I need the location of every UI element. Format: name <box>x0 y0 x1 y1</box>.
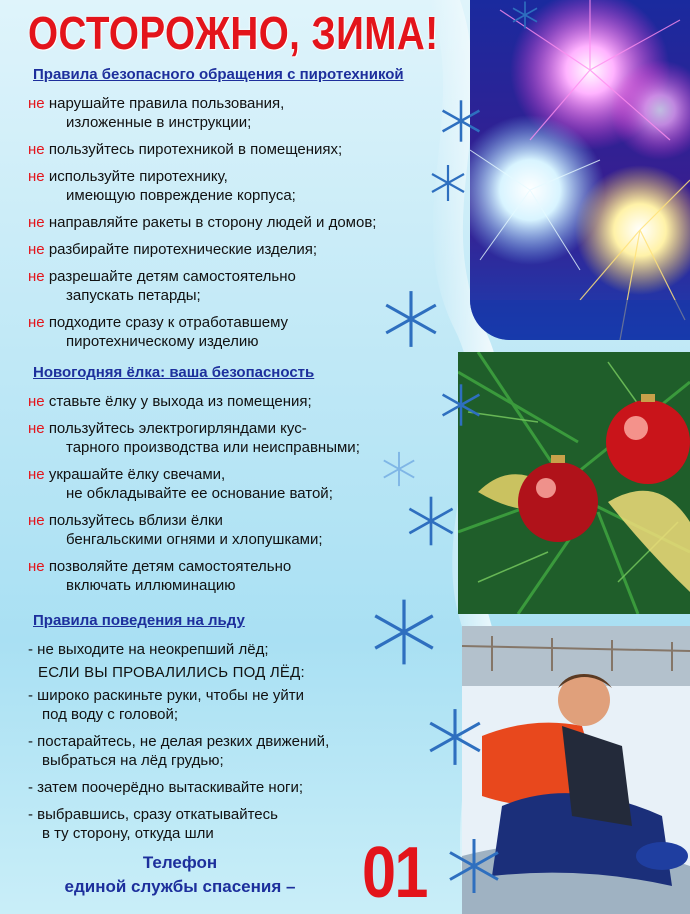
list-item-continuation: не обкладывайте ее основание ватой; <box>66 485 333 502</box>
list-item: не разрешайте детям самостоятельно <box>28 268 296 285</box>
list-item-continuation: имеющую повреждение корпуса; <box>66 187 296 204</box>
phone-label-line2: единой службы спасения – <box>64 877 296 896</box>
phone-label-line1: Телефон <box>142 853 218 872</box>
list-item-continuation: выбраться на лёд грудью; <box>42 752 224 769</box>
list-item: не направляйте ракеты в сторону людей и домов; <box>28 214 377 231</box>
fireworks-photo <box>470 0 690 340</box>
list-item-continuation: под воду с головой; <box>42 706 179 723</box>
list-item: не пользуйтесь электрогирляндами кус- <box>28 420 307 437</box>
list-item: - не выходите на неокрепший лёд; <box>28 641 269 658</box>
list-item: - постарайтесь, не делая резких движений, <box>28 733 330 750</box>
list-item-continuation: тарного производства или неисправными; <box>66 439 360 456</box>
section-heading-pyrotechnics: Правила безопасного обращения с пиротехникой <box>33 66 404 83</box>
snowflake-icon <box>380 450 418 488</box>
list-item: не разбирайте пиротехнические изделия; <box>28 241 318 258</box>
snowflake-icon <box>368 596 440 668</box>
snowflake-icon <box>404 494 458 548</box>
list-item: - широко раскиньте руки, чтобы не уйти <box>28 687 305 704</box>
list-item-continuation: пиротехническому изделию <box>66 333 259 350</box>
emergency-phone-number: 01 <box>362 833 427 913</box>
list-item-continuation: в ту сторону, откуда шли <box>42 825 214 842</box>
snowflake-icon <box>444 836 504 896</box>
list-item-continuation: запускать петарды; <box>66 287 201 304</box>
list-item: не нарушайте правила пользования, <box>28 95 285 112</box>
snowflake-icon <box>424 706 486 768</box>
tree-rules-list <box>28 392 360 595</box>
snowflake-icon <box>438 98 484 144</box>
list-item: не пользуйтесь пиротехникой в помещениях; <box>28 141 343 158</box>
list-item: не пользуйтесь вблизи ёлки <box>28 512 223 529</box>
list-item-continuation: бенгальскими огнями и хлопушками; <box>66 531 323 548</box>
christmas-tree-photo <box>458 352 690 614</box>
list-item: не украшайте ёлку свечами, <box>28 466 226 483</box>
section-heading-tree: Новогодняя ёлка: ваша безопасность <box>33 364 315 381</box>
snowflake-icon <box>380 288 442 350</box>
list-item: не используйте пиротехнику, <box>28 168 228 185</box>
section-heading-ice: Правила поведения на льду <box>33 612 245 629</box>
list-item: не ставьте ёлку у выхода из помещения; <box>28 393 312 410</box>
list-item: не подходите сразу к отработавшему <box>28 314 289 331</box>
list-item: не позволяйте детям самостоятельно <box>28 558 292 575</box>
snowflake-icon <box>438 382 484 428</box>
pyrotechnics-rules-list <box>28 94 376 351</box>
list-item-continuation: включать иллюминацию <box>66 577 236 594</box>
snowflake-icon <box>428 163 468 203</box>
snowflake-icon <box>502 0 548 30</box>
ice-rules-list <box>28 640 329 843</box>
list-item: - выбравшись, сразу откатывайтесь <box>28 806 278 823</box>
list-item: - затем поочерёдно вытаскивайте ноги; <box>28 779 304 796</box>
list-item-continuation: изложенные в инструкции; <box>66 114 252 131</box>
poster-title: ОСТОРОЖНО, ЗИМА! <box>28 7 439 59</box>
ice-alert: ЕСЛИ ВЫ ПРОВАЛИЛИСЬ ПОД ЛЁД: <box>38 664 305 681</box>
